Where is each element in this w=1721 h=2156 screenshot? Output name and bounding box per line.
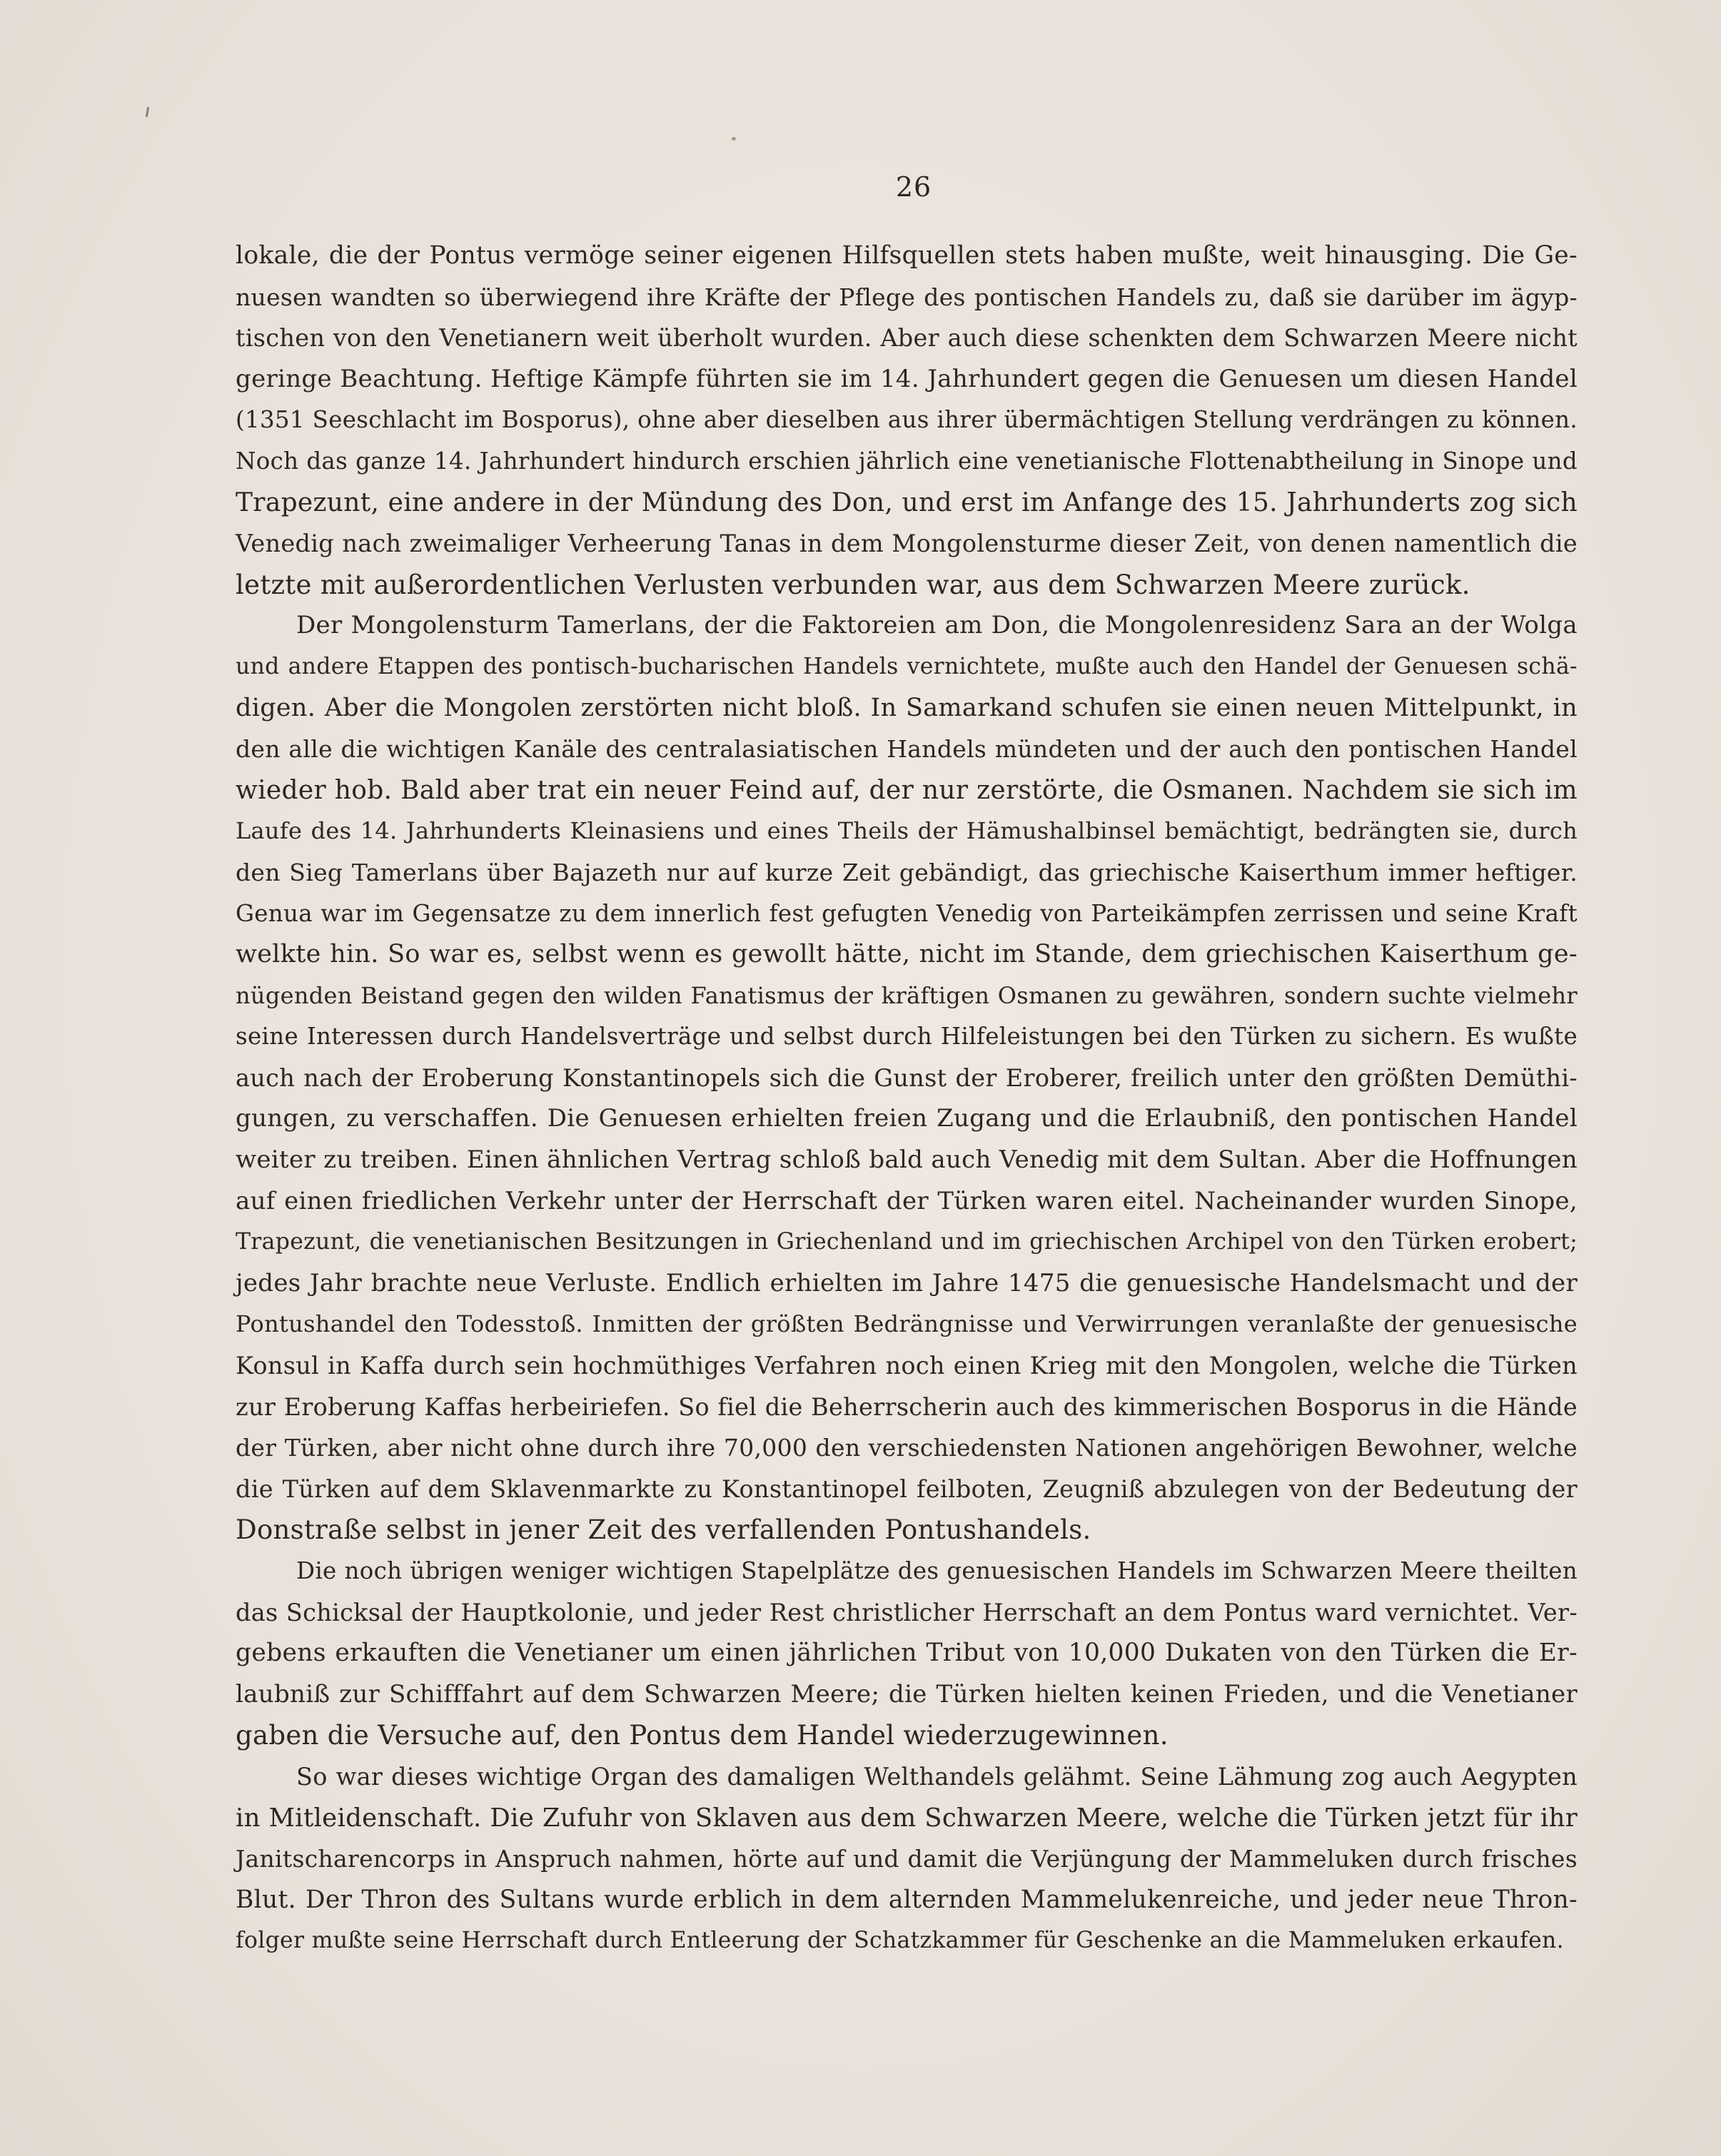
text-line: Konsul in Kaffa durch sein hochmüthiges Verfahren noch einen Krieg mit den Mongolen, welche die Türken bbox=[236, 1352, 1578, 1380]
text-line: Genua war im Gegensatze zu dem innerlich fest gefugten Venedig von Parteikämpfen zerrissen und seine Kraft bbox=[236, 899, 1578, 927]
text-line: Venedig nach zweimaliger Verheerung Tanas in dem Mongolensturme dieser Zeit, von denen namentlich die bbox=[236, 530, 1578, 558]
text-line: nügenden Beistand gegen den wilden Fanatismus der kräftigen Osmanen zu gewähren, sondern suchte vielmehr bbox=[236, 981, 1578, 1009]
text-line: Noch das ganze 14. Jahrhundert hindurch erschien jährlich eine venetianische Flottenabtheilung in Sinope und bbox=[236, 447, 1578, 475]
text-body bbox=[236, 236, 1578, 1962]
text-line: welkte hin. So war es, selbst wenn es gewollt hätte, nicht im Stande, dem griechischen Kaiserthum ge- bbox=[236, 940, 1578, 969]
text-line: Pontushandel den Todesstoß. Inmitten der größten Bedrängnisse und Verwirrungen veranlaßte der genuesische bbox=[236, 1310, 1578, 1338]
paragraph-3 bbox=[236, 1551, 1578, 1756]
text-line: So war dieses wichtige Organ des damaligen Welthandels gelähmt. Seine Lähmung zog auch Aegypten bbox=[296, 1762, 1578, 1791]
text-line: geringe Beachtung. Heftige Kämpfe führten sie im 14. Jahrhundert gegen die Genuesen um diesen Handel bbox=[236, 364, 1578, 393]
text-line: Donstraße selbst in jener Zeit des verfallenden Pontushandels. bbox=[236, 1514, 1091, 1546]
text-line: gebens erkauften die Venetianer um einen jährlichen Tribut von 10,000 Dukaten von den Türken die Er- bbox=[236, 1639, 1578, 1668]
text-line: Der Mongolensturm Tamerlans, der die Faktoreien am Don, die Mongolenresidenz Sara an der Wolga bbox=[296, 611, 1578, 640]
text-line: auch nach der Eroberung Konstantinopels sich die Gunst der Eroberer, freilich unter den größten Demüthi- bbox=[236, 1063, 1578, 1092]
text-line: letzte mit außerordentlichen Verlusten verbunden war, aus dem Schwarzen Meere zurück. bbox=[236, 569, 1470, 600]
text-line: lokale, die der Pontus vermöge seiner eigenen Hilfsquellen stets haben mußte, weit hinausging. Die Ge- bbox=[236, 241, 1578, 270]
text-line: nuesen wandten so überwiegend ihre Kräfte der Pflege des pontischen Handels zu, daß sie darüber im ägyp- bbox=[236, 283, 1578, 311]
text-line: und andere Etappen des pontisch-bucharischen Handels vernichtete, mußte auch den Handel der Genuesen schä- bbox=[236, 653, 1578, 679]
text-line: der Türken, aber nicht ohne durch ihre 70,000 den verschiedensten Nationen angehörigen Bewohner, welche bbox=[236, 1434, 1578, 1462]
text-line: (1351 Seeschlacht im Bosporus), ohne aber dieselben aus ihrer übermächtigen Stellung verdrängen zu können. bbox=[236, 406, 1578, 434]
text-line: Janitscharencorps in Anspruch nahmen, hörte auf und damit die Verjüngung der Mammeluken durch frisches bbox=[236, 1845, 1578, 1873]
text-line: die Türken auf dem Sklavenmarkte zu Konstantinopel feilboten, Zeugniß abzulegen von der Bedeutung der bbox=[236, 1474, 1578, 1503]
text-line: folger mußte seine Herrschaft durch Entleerung der Schatzkammer für Geschenke an die Mammeluken erkaufen. bbox=[236, 1928, 1564, 1954]
text-line: das Schicksal der Hauptkolonie, und jeder Rest christlicher Herrschaft an dem Pontus ward vernichtet. Ver- bbox=[236, 1598, 1578, 1626]
paper-speck bbox=[732, 137, 736, 141]
paragraph-2 bbox=[236, 605, 1578, 1551]
paragraph-4 bbox=[236, 1756, 1578, 1962]
text-line: Blut. Der Thron des Sultans wurde erblich in dem alternden Mammelukenreiche, und jeder neue Thron- bbox=[236, 1885, 1578, 1914]
paragraph-1 bbox=[236, 236, 1578, 605]
text-line: jedes Jahr brachte neue Verluste. Endlich erhielten im Jahre 1475 die genuesische Handelsmacht und der bbox=[236, 1268, 1578, 1297]
text-line: den Sieg Tamerlans über Bajazeth nur auf kurze Zeit gebändigt, das griechische Kaiserthum immer heftiger. bbox=[236, 858, 1578, 886]
text-line: wieder hob. Bald aber trat ein neuer Feind auf, der nur zerstörte, die Osmanen. Nachdem sie sich im bbox=[236, 775, 1578, 805]
text-line: Trapezunt, die venetianischen Besitzungen in Griechenland und im griechischen Archipel von den Türken erobert; bbox=[236, 1229, 1578, 1255]
text-line: weiter zu treiben. Einen ähnlichen Vertrag schloß bald auch Venedig mit dem Sultan. Aber die Hoffnungen bbox=[236, 1145, 1578, 1175]
text-line: auf einen friedlichen Verkehr unter der Herrschaft der Türken waren eitel. Nacheinander wurden Sinope, bbox=[236, 1186, 1578, 1215]
text-line: digen. Aber die Mongolen zerstörten nicht bloß. In Samarkand schufen sie einen neuen Mittelpunkt, in bbox=[236, 693, 1578, 722]
margin-mark bbox=[146, 107, 149, 117]
text-line: Die noch übrigen weniger wichtigen Stapelplätze des genuesischen Handels im Schwarzen Meere theilten bbox=[296, 1557, 1578, 1584]
text-line: gaben die Versuche auf, den Pontus dem Handel wiederzugewinnen. bbox=[236, 1720, 1169, 1751]
page-number: 26 bbox=[895, 171, 932, 203]
text-line: tischen von den Venetianern weit überholt wurden. Aber auch diese schenkten dem Schwarzen Meere nicht bbox=[236, 324, 1578, 353]
text-line: laubniß zur Schifffahrt auf dem Schwarzen Meere; die Türken hielten keinen Frieden, und die Venetianer bbox=[236, 1679, 1578, 1709]
text-line: in Mitleidenschaft. Die Zufuhr von Sklaven aus dem Schwarzen Meere, welche die Türken jetzt für ihr bbox=[236, 1803, 1578, 1833]
text-line: Trapezunt, eine andere in der Mündung des Don, und erst im Anfange des 15. Jahrhunderts zog sich bbox=[236, 487, 1578, 517]
text-line: seine Interessen durch Handelsverträge und selbst durch Hilfeleistungen bei den Türken zu sichern. Es wußte bbox=[236, 1023, 1578, 1051]
text-line: gungen, zu verschaffen. Die Genuesen erhielten freien Zugang und die Erlaubniß, den pontischen Handel bbox=[236, 1104, 1578, 1133]
text-line: Laufe des 14. Jahrhunderts Kleinasiens und eines Theils der Hämushalbinsel bemächtigt, bedrängten sie, durch bbox=[236, 817, 1578, 845]
text-line: zur Eroberung Kaffas herbeiriefen. So fiel die Beherrscherin auch des kimmerischen Bosporus in die Hände bbox=[236, 1392, 1578, 1421]
text-line: den alle die wichtigen Kanäle des centralasiatischen Handels mündeten und der auch den pontischen Handel bbox=[236, 735, 1578, 764]
